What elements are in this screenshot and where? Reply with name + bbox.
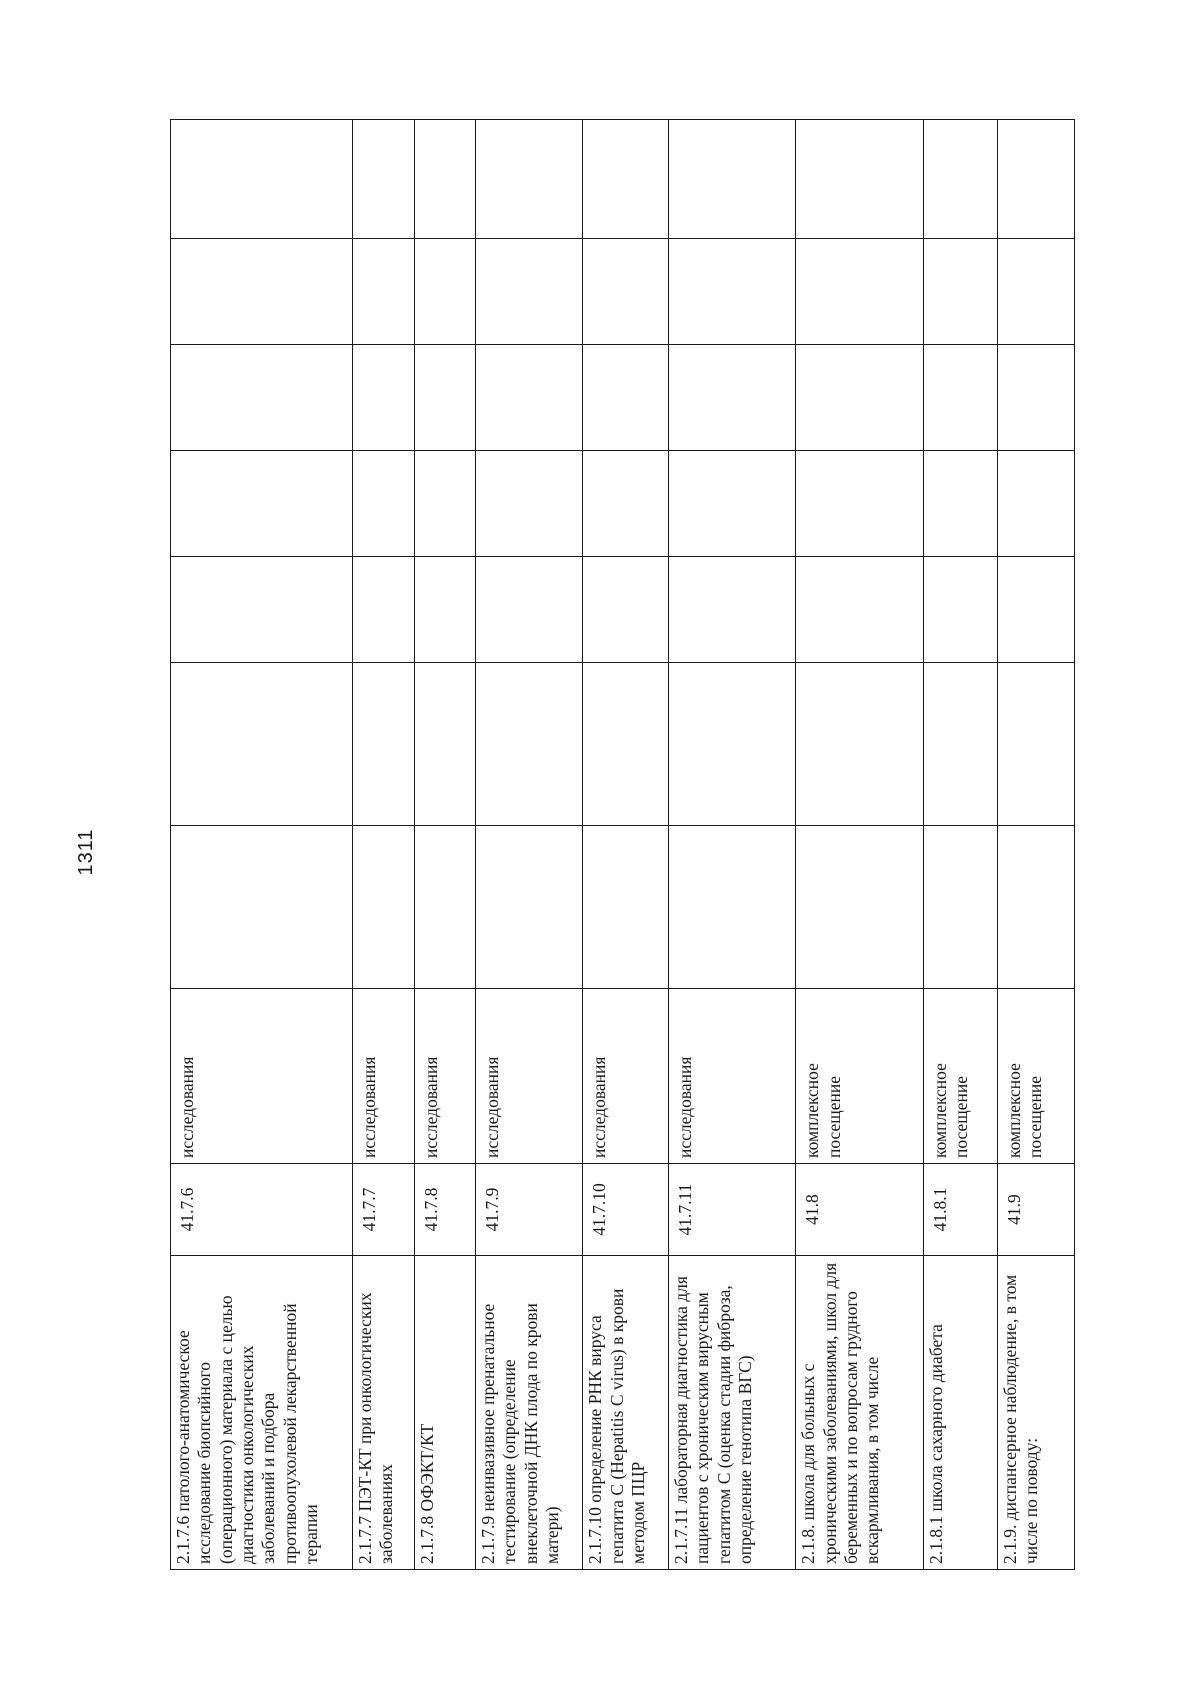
row-unit-cell: исследования <box>669 989 796 1164</box>
empty-value-cell <box>353 826 414 989</box>
table-row <box>475 120 583 1570</box>
empty-value-cell <box>669 557 796 663</box>
empty-value-cell <box>353 557 414 663</box>
empty-value-cell <box>796 451 923 557</box>
empty-value-cell <box>923 345 998 451</box>
row-unit-cell: комплексное посещение <box>998 989 1075 1164</box>
empty-value-cell <box>669 345 796 451</box>
empty-value-cell <box>669 663 796 826</box>
empty-value-cell <box>923 557 998 663</box>
empty-value-cell <box>796 663 923 826</box>
empty-value-cell <box>669 239 796 345</box>
empty-value-cell <box>923 826 998 989</box>
page-number: 1311 <box>74 828 97 876</box>
empty-value-cell <box>171 826 353 989</box>
row-unit-cell: комплексное посещение <box>796 989 923 1164</box>
empty-value-cell <box>353 345 414 451</box>
row-name-cell: 2.1.8. школа для больных с хроническими заболеваниями, школ для беременных и по вопросам грудного вскармливания, в том числе <box>796 1256 923 1570</box>
empty-value-cell <box>583 239 669 345</box>
empty-value-cell <box>796 239 923 345</box>
table-row <box>583 120 669 1570</box>
empty-value-cell <box>414 557 475 663</box>
table-body <box>171 120 1075 1570</box>
empty-value-cell <box>414 826 475 989</box>
row-name-cell: 2.1.7.8 ОФЭКТ/КТ <box>414 1256 475 1570</box>
empty-value-cell <box>171 345 353 451</box>
row-code-cell: 41.7.10 <box>583 1164 669 1256</box>
table-row <box>414 120 475 1570</box>
empty-value-cell <box>583 557 669 663</box>
empty-value-cell <box>414 345 475 451</box>
row-unit-cell: исследования <box>414 989 475 1164</box>
empty-value-cell <box>414 663 475 826</box>
empty-value-cell <box>796 345 923 451</box>
empty-value-cell <box>669 826 796 989</box>
empty-value-cell <box>171 239 353 345</box>
empty-value-cell <box>353 451 414 557</box>
empty-value-cell <box>669 120 796 239</box>
empty-value-cell <box>353 663 414 826</box>
row-unit-cell: исследования <box>171 989 353 1164</box>
empty-value-cell <box>998 239 1075 345</box>
empty-value-cell <box>998 451 1075 557</box>
table-row <box>353 120 414 1570</box>
row-code-cell: 41.9 <box>998 1164 1075 1256</box>
empty-value-cell <box>796 826 923 989</box>
empty-value-cell <box>414 451 475 557</box>
empty-value-cell <box>475 451 583 557</box>
empty-value-cell <box>923 451 998 557</box>
empty-value-cell <box>583 120 669 239</box>
row-name-cell: 2.1.7.10 определение РНК вируса гепатита С (Hepatitis C virus) в крови методом ПЦР <box>583 1256 669 1570</box>
empty-value-cell <box>796 557 923 663</box>
row-unit-cell: исследования <box>475 989 583 1164</box>
empty-value-cell <box>998 120 1075 239</box>
row-code-cell: 41.7.7 <box>353 1164 414 1256</box>
row-name-cell: 2.1.7.11 лабораторная диагностика для пациентов с хроническим вирусным гепатитом С (оценка стадии фиброза, определение генотипа ВГС) <box>669 1256 796 1570</box>
table-row <box>998 120 1075 1570</box>
row-code-cell: 41.7.6 <box>171 1164 353 1256</box>
empty-value-cell <box>171 663 353 826</box>
empty-value-cell <box>998 826 1075 989</box>
empty-value-cell <box>353 239 414 345</box>
row-unit-cell: исследования <box>353 989 414 1164</box>
data-table <box>170 120 1075 1570</box>
row-name-cell: 2.1.7.9 неинвазивное пренатальное тестирование (определение внеклеточной ДНК плода по крови матери) <box>475 1256 583 1570</box>
table-row <box>171 120 353 1570</box>
empty-value-cell <box>998 663 1075 826</box>
empty-value-cell <box>583 345 669 451</box>
empty-value-cell <box>414 239 475 345</box>
empty-value-cell <box>998 557 1075 663</box>
row-unit-cell: исследования <box>583 989 669 1164</box>
empty-value-cell <box>583 663 669 826</box>
table-row <box>796 120 923 1570</box>
empty-value-cell <box>475 345 583 451</box>
row-name-cell: 2.1.9. диспансерное наблюдение, в том числе по поводу: <box>998 1256 1075 1570</box>
empty-value-cell <box>583 826 669 989</box>
empty-value-cell <box>171 451 353 557</box>
table-row <box>669 120 796 1570</box>
row-name-cell: 2.1.7.6 патолого-анатомическое исследование биопсийного (операционного) материала с целью диагностики онкологических заболеваний и подбора противоопухолевой лекарственной терапии <box>171 1256 353 1570</box>
empty-value-cell <box>923 120 998 239</box>
empty-value-cell <box>414 120 475 239</box>
empty-value-cell <box>796 120 923 239</box>
empty-value-cell <box>171 557 353 663</box>
row-name-cell: 2.1.7.7 ПЭТ-КТ при онкологических заболеваниях <box>353 1256 414 1570</box>
empty-value-cell <box>171 120 353 239</box>
row-unit-cell: комплексное посещение <box>923 989 998 1164</box>
empty-value-cell <box>923 239 998 345</box>
empty-value-cell <box>475 557 583 663</box>
empty-value-cell <box>475 120 583 239</box>
row-code-cell: 41.7.9 <box>475 1164 583 1256</box>
empty-value-cell <box>475 663 583 826</box>
row-code-cell: 41.7.8 <box>414 1164 475 1256</box>
empty-value-cell <box>353 120 414 239</box>
empty-value-cell <box>475 826 583 989</box>
empty-value-cell <box>923 663 998 826</box>
empty-value-cell <box>583 451 669 557</box>
row-code-cell: 41.8 <box>796 1164 923 1256</box>
empty-value-cell <box>475 239 583 345</box>
empty-value-cell <box>998 345 1075 451</box>
empty-value-cell <box>669 451 796 557</box>
row-code-cell: 41.8.1 <box>923 1164 998 1256</box>
row-name-cell: 2.1.8.1 школа сахарного диабета <box>923 1256 998 1570</box>
table-row <box>923 120 998 1570</box>
row-code-cell: 41.7.11 <box>669 1164 796 1256</box>
